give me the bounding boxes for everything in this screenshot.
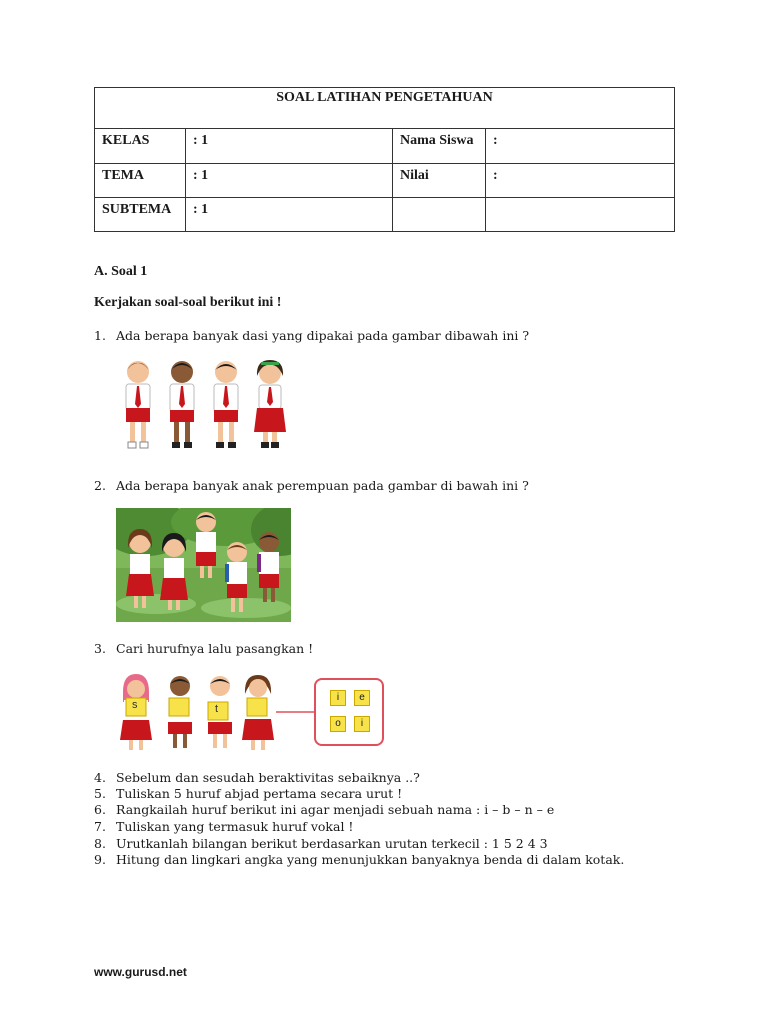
question-number: 9. (94, 852, 106, 867)
question-number: 5. (94, 786, 106, 801)
question-text: Sebelum dan sesudah beraktivitas sebaiknya ..? (116, 770, 420, 785)
question-text: Hitung dan lingkari angka yang menunjukkan banyaknya benda di dalam kotak. (116, 852, 625, 867)
student-figure (170, 361, 194, 448)
value-kelas: : 1 (186, 129, 393, 164)
question-text: Ada berapa banyak anak perempuan pada gambar di bawah ini ? (116, 478, 529, 493)
question-number: 8. (94, 836, 106, 851)
question-number: 3. (94, 641, 106, 656)
student-figure (126, 361, 150, 448)
value-tema: : 1 (186, 164, 393, 198)
question-text: Urutkanlah bilangan berikut berdasarkan urutan terkecil : 1 5 2 4 3 (116, 836, 548, 851)
question-7 (94, 819, 353, 834)
letter-matching-illustration (116, 672, 386, 752)
question-9 (94, 852, 624, 867)
value-subtema: : 1 (186, 198, 393, 232)
section-heading: A. Soal 1 (94, 264, 148, 279)
question-2 (94, 478, 529, 493)
question-number: 7. (94, 819, 106, 834)
value-nama-siswa: : (486, 129, 675, 164)
instruction-text: Kerjakan soal-soal berikut ini ! (94, 295, 282, 310)
question-number: 2. (94, 478, 106, 493)
table-row (95, 164, 675, 198)
empty-cell (393, 198, 486, 232)
student-figure (160, 533, 188, 610)
question-text: Tuliskan yang termasuk huruf vokal ! (116, 819, 354, 834)
children-in-park-illustration (116, 508, 291, 622)
question-3 (94, 641, 313, 656)
header-table (94, 87, 675, 232)
question-6 (94, 802, 554, 817)
question-text: Cari hurufnya lalu pasangkan ! (116, 641, 314, 656)
box-letter: o (330, 716, 346, 732)
label-kelas: KELAS (95, 129, 186, 164)
empty-cell (486, 198, 675, 232)
question-5 (94, 786, 402, 801)
value-nilai: : (486, 164, 675, 198)
box-letter: e (354, 690, 370, 706)
question-1 (94, 328, 529, 343)
box-letter: i (354, 716, 370, 732)
letter-box (314, 678, 384, 746)
question-number: 4. (94, 770, 106, 785)
question-text: Rangkailah huruf berikut ini agar menjadi sebuah nama : i – b – n – e (116, 802, 555, 817)
question-8 (94, 836, 548, 851)
label-nama-siswa: Nama Siswa (393, 129, 486, 164)
card-letter: t (215, 703, 219, 715)
footer-website: www.gurusd.net (94, 965, 187, 979)
label-subtema: SUBTEMA (95, 198, 186, 232)
table-row (95, 129, 675, 164)
box-letter: i (330, 690, 346, 706)
question-4 (94, 770, 420, 785)
student-figure (254, 360, 286, 448)
student-figure (214, 361, 238, 448)
question-text: Tuliskan 5 huruf abjad pertama secara urut ! (116, 786, 403, 801)
label-nilai: Nilai (393, 164, 486, 198)
question-text: Ada berapa banyak dasi yang dipakai pada gambar dibawah ini ? (116, 328, 530, 343)
table-row (95, 198, 675, 232)
label-tema: TEMA (95, 164, 186, 198)
worksheet-title: SOAL LATIHAN PENGETAHUAN (95, 88, 675, 129)
question-number: 1. (94, 328, 106, 343)
card-letter: s (132, 699, 138, 711)
question-number: 6. (94, 802, 106, 817)
students-with-ties-illustration (112, 356, 292, 460)
